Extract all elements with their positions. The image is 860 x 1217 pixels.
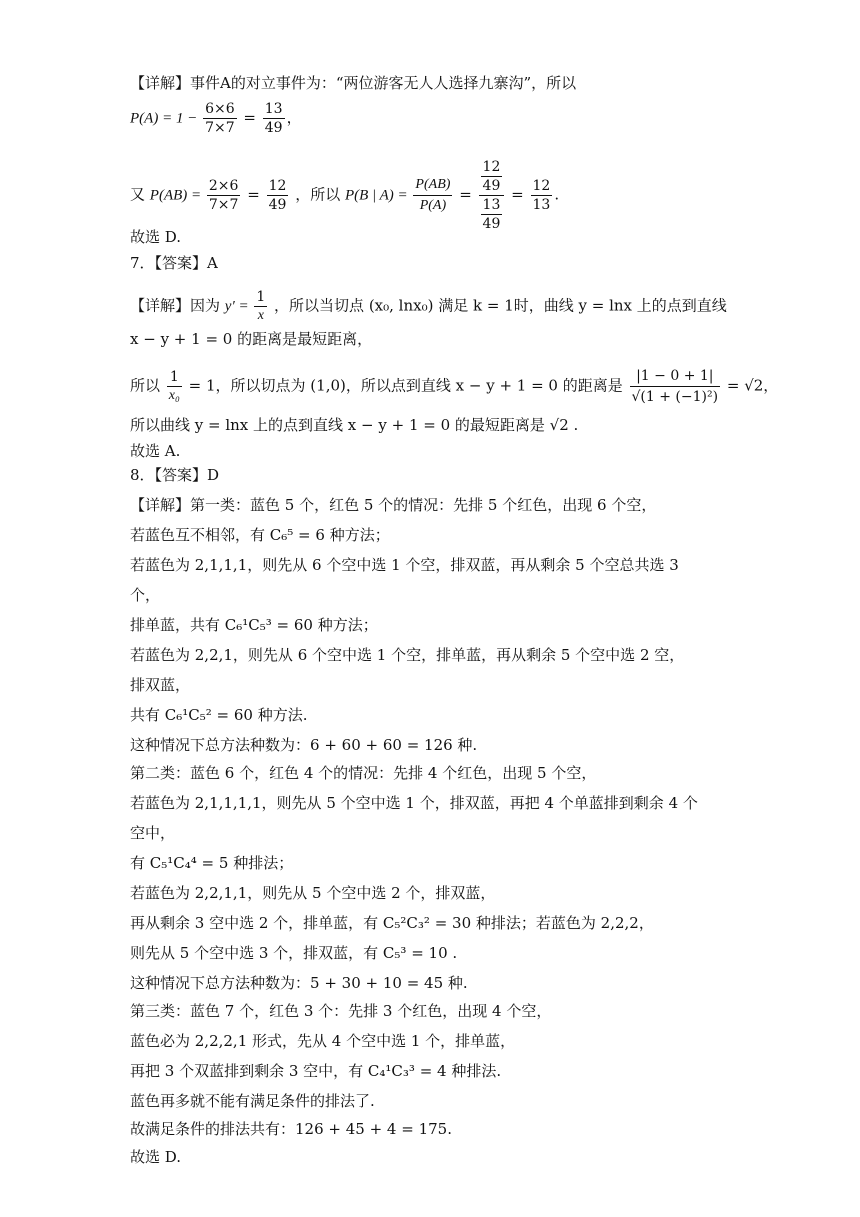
text-line: 排单蓝，共有 C₆¹C₅³ = 60 种方法； xyxy=(130,616,378,634)
answer-choice: 故选 D. xyxy=(130,1148,182,1166)
conditional-probability-formula: 又 P(AB) = $\frac{2\times 6}{7\times 7}$ = $\frac{12}{49}$ ，所以 P(B | A) = $\frac{P(AB)}{P(A)}$ = $\frac{\frac{12}{49}}{\frac{13}{49}}$ = $\frac{12}{13}$ . xyxy=(130,159,560,232)
text-line: 排双蓝， xyxy=(130,676,191,694)
text-line: 若蓝色互不相邻，有 C₆⁵ = 6 种方法； xyxy=(130,526,390,544)
text-line: 【详解】第一类：蓝色 5 个，红色 5 个的情况：先排 5 个红色，出现 6 个空， xyxy=(130,496,657,514)
distance-formula: 所以 $\frac{1}{\text{x₀}}$ = 1，所以切点为 (1,0)，所以点到直线 x − y + 1 = 0 的距离是 $\frac{|1 - 0 + 1|}{\text{√(1 + (−1)²)}}$ = √2， xyxy=(130,368,779,405)
fraction: $\frac{|1 - 0 + 1|}{\text{√(1 + (−1)²)}}$ xyxy=(631,368,719,405)
question-answer-heading: 7．【答案】A xyxy=(130,254,218,272)
text-line: 共有 C₆¹C₅² = 60 种方法. xyxy=(130,706,308,724)
text-line: 若蓝色为 2,2,1,1，则先从 5 个空中选 2 个，排双蓝， xyxy=(130,884,496,902)
question-answer-heading: 8．【答案】D xyxy=(130,466,220,484)
text-line: 再从剩余 3 空中选 2 个，排单蓝，有 C₅²C₃² = 30 种排法；若蓝色为 2,2,2， xyxy=(130,914,654,932)
text-line: 这种情况下总方法种数为：6 + 60 + 60 = 126 种. xyxy=(130,736,478,754)
text-line: 个， xyxy=(130,586,161,604)
text-line: 空中， xyxy=(130,824,176,842)
fraction: $\frac{2\times 6}{7\times 7}$ xyxy=(208,178,239,213)
detail-line: 【详解】事件A的对立事件为：“两位游客无人人选择九寨沟”，所以 xyxy=(130,74,577,92)
fraction: $\frac{1}{\text{x₀}}$ xyxy=(168,369,180,403)
text-line: 若蓝色为 2,2,1，则先从 6 个空中选 1 个空，排单蓝，再从剩余 5 个空中选 2 空， xyxy=(130,646,685,664)
text-line: x − y + 1 = 0 的距离是最短距离， xyxy=(130,330,373,348)
text-line: 所以曲线 y = lnx 上的点到直线 x − y + 1 = 0 的最短距离是 √2 . xyxy=(130,416,579,434)
answer-choice: 故选 A. xyxy=(130,442,181,460)
fraction: $\frac{1}{x}$ xyxy=(256,289,266,323)
fraction: $\frac{12}{49}$ xyxy=(268,178,287,213)
text-line: 若蓝色为 2,1,1,1，则先从 6 个空中选 1 个空，排双蓝，再从剩余 5 个空总共选 3 xyxy=(130,556,679,574)
answer-choice: 故选 D. xyxy=(130,228,182,246)
text-line: 第三类：蓝色 7 个，红色 3 个：先排 3 个红色，出现 4 个空， xyxy=(130,1002,552,1020)
text-line: 再把 3 个双蓝排到剩余 3 空中，有 C₄¹C₃³ = 4 种排法. xyxy=(130,1062,502,1080)
text-line: 则先从 5 个空中选 3 个，排双蓝，有 C₅³ = 10 . xyxy=(130,944,458,962)
compound-fraction: $\frac{\frac{12}{49}}{\frac{13}{49}}$ xyxy=(479,158,505,233)
text-line: 蓝色再多就不能有满足条件的排法了. xyxy=(130,1092,375,1110)
text-line: 第二类：蓝色 6 个，红色 4 个的情况：先排 4 个红色，出现 5 个空， xyxy=(130,764,597,782)
fraction: $\frac{12}{13}$ xyxy=(532,178,551,213)
detail-line: 【详解】因为 y′ = $\frac{1}{x}$ ，所以当切点 (x₀, lnx₀) 满足 k = 1时，曲线 y = lnx 上的点到直线 xyxy=(130,289,727,323)
probability-formula: P(A) = 1 − $\frac{6\times 6}{7\times 7}$ = $\frac{13}{49}$ ， xyxy=(130,101,302,136)
text-line: 蓝色必为 2,2,2,1 形式，先从 4 个空中选 1 个，排单蓝， xyxy=(130,1032,516,1050)
fraction: $\frac{13}{49}$ xyxy=(264,101,283,136)
text-line: 这种情况下总方法种数为：5 + 30 + 10 = 45 种. xyxy=(130,974,468,992)
text-line: 若蓝色为 2,1,1,1,1，则先从 5 个空中选 1 个，排双蓝，再把 4 个单蓝排到剩余 4 个 xyxy=(130,794,698,812)
text-line: 有 C₅¹C₄⁴ = 5 种排法； xyxy=(130,854,294,872)
fraction: $\frac{6\times 6}{7\times 7}$ xyxy=(205,101,235,136)
fraction: $\frac{P(AB)}{P(A)}$ xyxy=(415,177,451,213)
text-line: 故满足条件的排法共有：126 + 45 + 4 = 175. xyxy=(130,1120,452,1138)
